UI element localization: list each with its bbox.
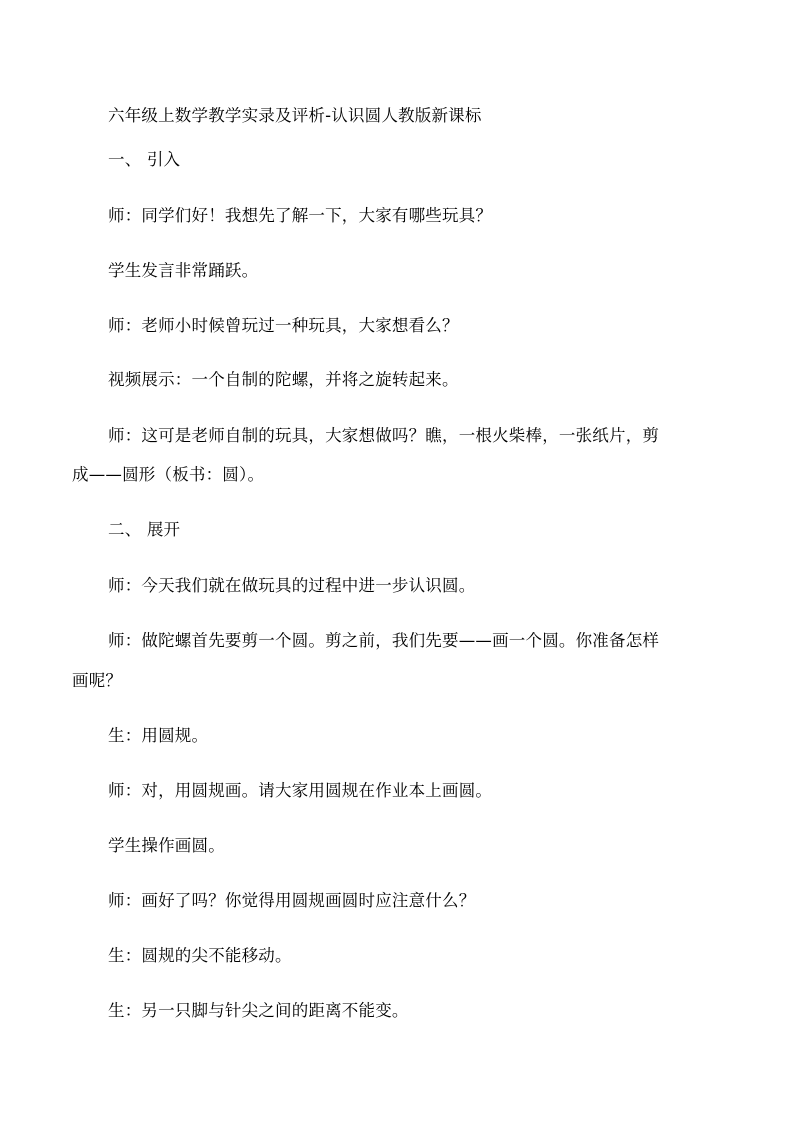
paragraph: 师：做陀螺首先要剪一个圆。剪之前，我们先要——画一个圆。你准备怎样 (108, 631, 660, 650)
paragraph: 生：另一只脚与针尖之间的距离不能变。 (108, 1001, 409, 1020)
section-heading-intro: 一、 引入 (108, 150, 181, 169)
paragraph: 生：用圆规。 (108, 726, 209, 745)
document-title: 六年级上数学教学实录及评析-认识圆人教版新课标 (108, 106, 482, 125)
paragraph: 师：这可是老师自制的玩具，大家想做吗？瞧，一根火柴棒，一张纸片，剪 (108, 426, 660, 445)
paragraph: 学生操作画圆。 (108, 836, 225, 855)
paragraph-continuation: 画呢？ (72, 671, 123, 690)
paragraph: 生：圆规的尖不能移动。 (108, 946, 292, 965)
paragraph-continuation: 成——圆形（板书：圆）。 (72, 465, 265, 484)
paragraph: 师：画好了吗？你觉得用圆规画圆时应注意什么？ (108, 891, 476, 910)
paragraph: 视频展示：一个自制的陀螺，并将之旋转起来。 (108, 370, 459, 389)
paragraph: 师：今天我们就在做玩具的过程中进一步认识圆。 (108, 576, 476, 595)
paragraph: 学生发言非常踊跃。 (108, 261, 259, 280)
section-heading-develop: 二、 展开 (108, 520, 181, 539)
paragraph: 师：对，用圆规画。请大家用圆规在作业本上画圆。 (108, 781, 493, 800)
paragraph: 师：同学们好！我想先了解一下，大家有哪些玩具？ (108, 206, 493, 225)
paragraph: 师：老师小时候曾玩过一种玩具，大家想看么？ (108, 316, 459, 335)
